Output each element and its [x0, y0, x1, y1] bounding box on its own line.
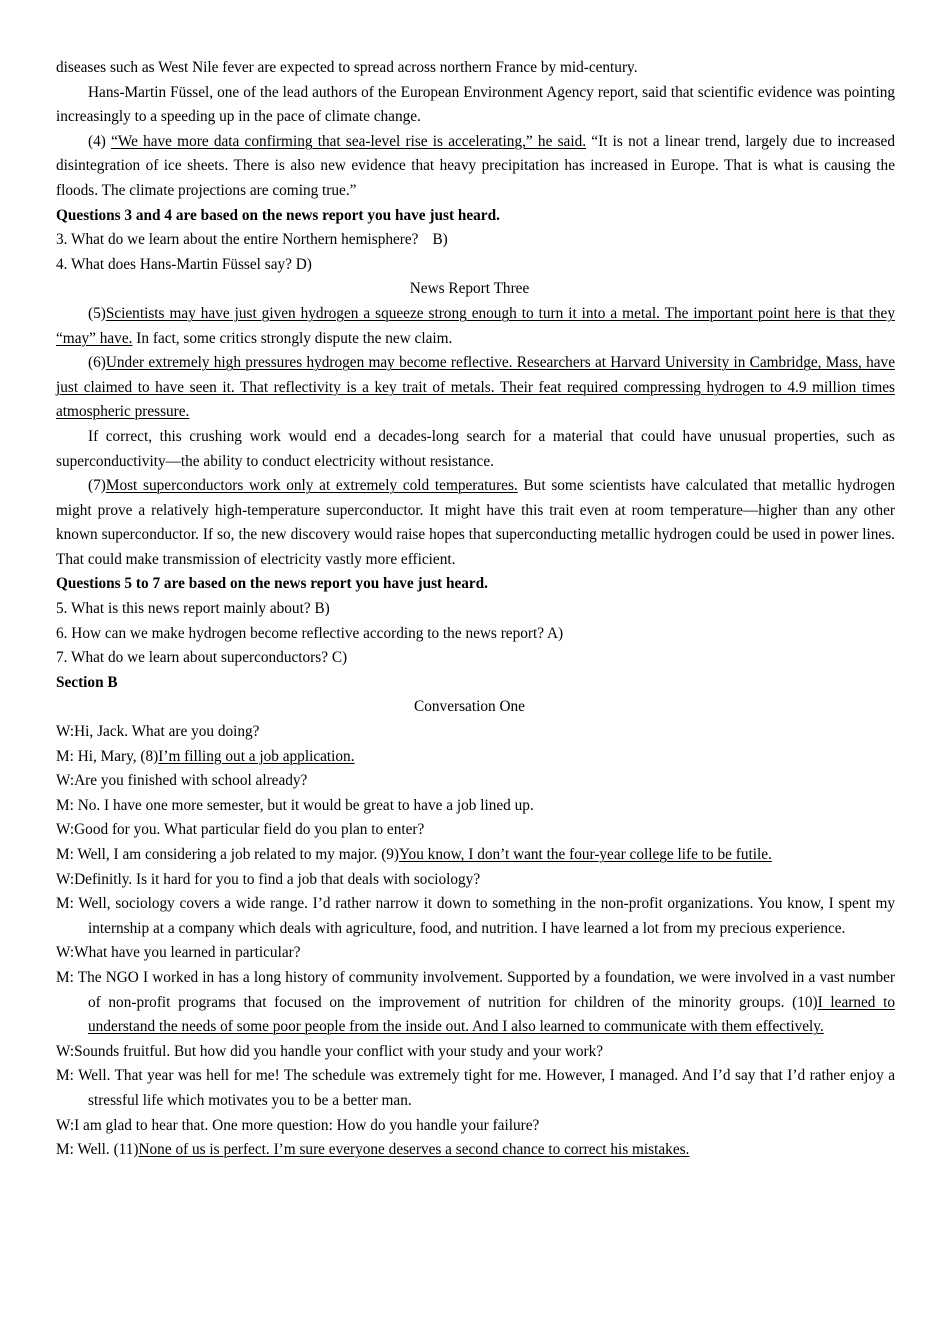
turn-10: [56, 966, 895, 1040]
dialogue-text: Well, sociology covers a wide range. I’d rather narrow it down to something in the non-profit organizations. You know, I spent my internship at a company which deals with agriculture, food, and nutrition. I have learned a lot from my precious experience.: [78, 895, 895, 937]
paragraph-text: If correct, this crushing work would end a decades-long search for a material that could have unusual properties, such as superconductivity—the ability to conduct electricity without resistance.: [56, 427, 895, 470]
questions-5-7-heading: [56, 572, 895, 597]
answer-choice: B): [432, 231, 448, 249]
para-7: [56, 474, 895, 572]
turn-8: [56, 892, 895, 941]
turn-9: [56, 941, 895, 966]
document-body: [56, 56, 895, 1163]
underlined-key-sentence: Under extremely high pressures hydrogen may become reflective. Researchers at Harvard University in Cambridge, Mass, have just claimed to have seen it. That reflectivity is a key trait of metals. Their feat required compressing hydrogen to 4.9 million times atmospheric pressure.: [56, 354, 895, 421]
turn-1: [56, 720, 895, 745]
dialogue-text: The NGO I worked in has a long history of community involvement. Supported by a foundation, we were involved in a vast number of non-profit programs that focused on the improvement of nutrition for children of the minority groups.: [77, 968, 895, 1011]
para-if-correct: [56, 425, 895, 474]
question-text: 3. What do we learn about the entire Northern hemisphere?: [56, 231, 419, 249]
section-heading-text: News Report Three: [409, 280, 530, 298]
question-5: [56, 597, 895, 622]
underlined-key-sentence: “We have more data confirming that sea-level rise is accelerating,” he said.: [111, 132, 587, 150]
dialogue-text: Well. That year was hell for me! The schedule was extremely tight for me. However, I managed. And I’d say that I’d rather enjoy a stressful life which motivates you to be a better man.: [78, 1067, 895, 1109]
underlined-key-sentence: I’m filling out a job application.: [158, 747, 355, 765]
section-heading-text: Conversation One: [414, 698, 525, 716]
speaker-label: M:: [56, 846, 78, 863]
underlined-key-sentence: I learned to understand the needs of some poor people from the inside out. And I also learned to communicate with them effectively.: [88, 993, 895, 1036]
para-6: [56, 351, 895, 425]
dialogue-text: Definitly. Is it hard for you to find a job that deals with sociology?: [74, 870, 481, 888]
speaker-label: M:: [56, 796, 78, 814]
paragraph-text: Hans-Martin Füssel, one of the lead authors of the European Environment Agency report, said that scientific evidence was pointing increasingly to a speeding up in the pace of climate change.: [56, 83, 895, 126]
answer-marker: (4): [88, 132, 112, 150]
speaker-label: M:: [56, 1141, 78, 1159]
underlined-key-sentence: You know, I don’t want the four-year college life to be futile.: [399, 846, 772, 863]
dialogue-text: Well, I am considering a job related to my major.: [77, 846, 382, 863]
paragraph-text: In fact, some critics strongly dispute the new claim.: [132, 329, 453, 347]
turn-5: [56, 818, 895, 843]
paragraph-text: But some scientists have calculated that metallic hydrogen might prove a relatively high-temperature superconductor. It might have this trait even at room temperature—higher than any other known superconductor. If so, the new discovery would raise hopes that superconducting metallic hydrogen could be used in power lines. That could make transmission of electricity vastly more efficient.: [56, 477, 895, 568]
paragraph-text: “It is not a linear trend, largely due to increased disintegration of ice sheets. There is also new evidence that heavy precipitation has increased in Europe. That is what is causing the floods. The climate projections are coming true.”: [56, 132, 895, 199]
speaker-label: M:: [56, 895, 79, 913]
underlined-key-sentence: Scientists may have just given hydrogen a squeeze strong enough to turn it into a metal. The important point here is that they “may” have.: [56, 304, 895, 347]
para-fussel: [56, 81, 895, 130]
paragraph-text: diseases such as West Nile fever are expected to spread across northern France by mid-century.: [56, 59, 638, 76]
question-text: 7. What do we learn about superconductors? C): [56, 649, 348, 667]
turn-12: [56, 1064, 895, 1113]
speaker-label: W:: [56, 772, 75, 790]
dialogue-text: Hi, Mary,: [77, 747, 141, 765]
heading-conversation-one: [56, 695, 895, 720]
heading-text: Questions 5 to 7 are based on the news report you have just heard.: [56, 575, 489, 593]
dialogue-text: Are you finished with school already?: [74, 772, 308, 790]
question-text: 5. What is this news report mainly about? B): [56, 600, 330, 618]
dialogue-text: Good for you. What particular field do you plan to enter?: [74, 821, 425, 839]
speaker-label: W:: [56, 1042, 75, 1060]
turn-11: [56, 1040, 895, 1065]
answer-marker: (10): [792, 993, 818, 1011]
dialogue-text: Sounds fruitful. But how did you handle your conflict with your study and your work?: [74, 1042, 604, 1060]
turn-4: [56, 794, 895, 819]
dialogue-text: I am glad to hear that. One more question: How do you handle your failure?: [74, 1116, 540, 1134]
answer-marker: (7): [88, 477, 106, 495]
turn-2: [56, 745, 895, 770]
questions-3-4-heading: [56, 204, 895, 229]
turn-13: [56, 1114, 895, 1139]
turn-14: [56, 1138, 895, 1163]
dialogue-text: Well.: [77, 1141, 114, 1159]
underlined-key-sentence: None of us is perfect. I’m sure everyone deserves a second chance to correct his mistakes.: [138, 1141, 690, 1159]
turn-3: [56, 769, 895, 794]
question-6: [56, 622, 895, 647]
answer-marker: (8): [140, 747, 159, 765]
answer-marker: (6): [88, 354, 106, 372]
answer-marker: (11): [113, 1141, 139, 1159]
dialogue-text: No. I have one more semester, but it would be great to have a job lined up.: [77, 796, 534, 814]
question-text: 6. How can we make hydrogen become reflective according to the news report? A): [56, 624, 564, 642]
speaker-label: W:: [56, 870, 75, 888]
underlined-key-sentence: Most superconductors work only at extremely cold temperatures.: [105, 477, 518, 495]
speaker-label: M:: [56, 1067, 79, 1085]
answer-marker: (9): [381, 846, 400, 863]
para-5: [56, 302, 895, 351]
heading-news-report-three: [56, 277, 895, 302]
speaker-label: W:: [56, 723, 75, 741]
speaker-label: W:: [56, 821, 75, 839]
dialogue-text: What have you learned in particular?: [74, 944, 301, 962]
para-continuation: [56, 56, 895, 81]
speaker-label: W:: [56, 944, 75, 962]
para-4: [56, 130, 895, 204]
heading-text: Questions 3 and 4 are based on the news report you have just heard.: [56, 206, 500, 224]
heading-section-b: [56, 671, 895, 696]
question-text: 4. What does Hans-Martin Füssel say? D): [56, 255, 312, 273]
speaker-label: M:: [56, 747, 78, 765]
speaker-label: M:: [56, 968, 78, 986]
dialogue-text: Hi, Jack. What are you doing?: [74, 723, 260, 741]
speaker-label: W:: [56, 1116, 75, 1134]
answer-marker: (5): [88, 304, 106, 322]
question-4: [56, 253, 895, 278]
heading-text: Section B: [56, 673, 118, 691]
question-7: [56, 646, 895, 671]
turn-6: [56, 843, 895, 868]
turn-7: [56, 868, 895, 893]
question-3: [56, 228, 895, 253]
